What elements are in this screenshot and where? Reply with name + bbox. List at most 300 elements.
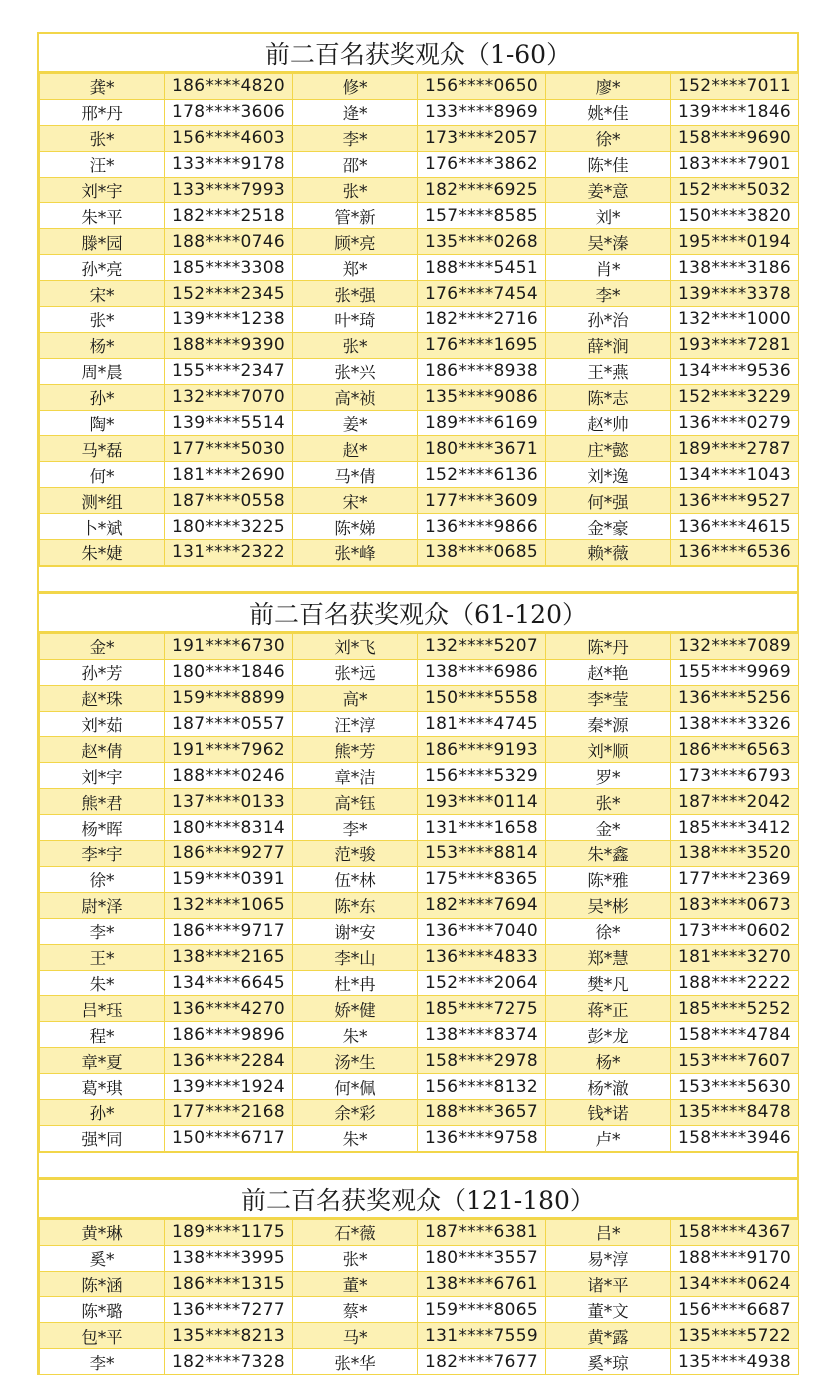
table-row	[40, 74, 799, 100]
winner-phone: 182****2518	[165, 203, 293, 229]
winner-name: 汪*淳	[293, 711, 418, 737]
table-row	[40, 229, 799, 255]
winner-name: 张*	[40, 125, 165, 151]
winner-name: 薛*涧	[546, 332, 671, 358]
winner-phone: 180****8314	[165, 815, 293, 841]
table-row	[40, 970, 799, 996]
winner-name: 何*	[40, 462, 165, 488]
winner-name: 强*同	[40, 1125, 165, 1151]
winner-name: 滕*园	[40, 229, 165, 255]
winner-name: 庄*懿	[546, 436, 671, 462]
winner-name: 包*平	[40, 1323, 165, 1349]
table-row	[40, 1022, 799, 1048]
winner-phone: 134****6645	[165, 970, 293, 996]
winner-phone: 139****3378	[671, 281, 799, 307]
winner-phone: 156****8132	[418, 1074, 546, 1100]
winner-phone: 138****0685	[418, 540, 546, 566]
winner-name: 刘*宇	[40, 177, 165, 203]
winner-phone: 138****6986	[418, 659, 546, 685]
winner-phone: 136****9758	[418, 1125, 546, 1151]
winner-phone: 186****9896	[165, 1022, 293, 1048]
winner-name: 刘*逸	[546, 462, 671, 488]
winner-phone: 135****8478	[671, 1099, 799, 1125]
section-title-121-180: 前二百名获奖观众（121-180）	[39, 1178, 797, 1219]
winner-name: 章*夏	[40, 1048, 165, 1074]
winner-name: 杨*	[546, 1048, 671, 1074]
winner-phone: 193****7281	[671, 332, 799, 358]
winner-name: 姜*	[293, 410, 418, 436]
winner-name: 彭*龙	[546, 1022, 671, 1048]
winner-name: 陈*丹	[546, 633, 671, 659]
winner-phone: 138****3186	[671, 255, 799, 281]
table-row	[40, 763, 799, 789]
table-row	[40, 685, 799, 711]
winner-phone: 133****8969	[418, 99, 546, 125]
winner-phone: 152****6136	[418, 462, 546, 488]
winner-name: 陈*东	[293, 892, 418, 918]
winner-name: 蒋*正	[546, 996, 671, 1022]
winner-phone: 136****6536	[671, 540, 799, 566]
winner-name: 汤*生	[293, 1048, 418, 1074]
winner-phone: 180****3557	[418, 1245, 546, 1271]
winner-name: 何*佩	[293, 1074, 418, 1100]
winner-phone: 156****5329	[418, 763, 546, 789]
winner-name: 朱*	[40, 970, 165, 996]
winner-name: 孙*亮	[40, 255, 165, 281]
winner-name: 蔡*	[293, 1297, 418, 1323]
winner-phone: 150****6717	[165, 1125, 293, 1151]
table-row	[40, 99, 799, 125]
winners-table-61-120	[39, 633, 799, 1152]
winner-phone: 193****0114	[418, 789, 546, 815]
table-row	[40, 1074, 799, 1100]
winner-name: 孙*治	[546, 307, 671, 333]
winner-phone: 188****0746	[165, 229, 293, 255]
winner-phone: 132****7089	[671, 633, 799, 659]
winner-name: 奚*琼	[546, 1349, 671, 1375]
winner-name: 李*山	[293, 944, 418, 970]
winner-phone: 156****6687	[671, 1297, 799, 1323]
winner-phone: 136****4615	[671, 514, 799, 540]
table-row	[40, 1271, 799, 1297]
winner-phone: 138****6761	[418, 1271, 546, 1297]
winner-name: 徐*	[40, 866, 165, 892]
winner-name: 肖*	[546, 255, 671, 281]
winner-phone: 158****4784	[671, 1022, 799, 1048]
winner-phone: 153****5630	[671, 1074, 799, 1100]
winner-phone: 159****0391	[165, 866, 293, 892]
winner-phone: 187****0558	[165, 488, 293, 514]
winner-phone: 173****6793	[671, 763, 799, 789]
winner-name: 章*洁	[293, 763, 418, 789]
section-spacer	[39, 1152, 797, 1178]
winner-phone: 136****0279	[671, 410, 799, 436]
winner-phone: 156****4603	[165, 125, 293, 151]
table-row	[40, 789, 799, 815]
winner-name: 张*	[293, 332, 418, 358]
winner-phone: 173****0602	[671, 918, 799, 944]
winner-phone: 181****3270	[671, 944, 799, 970]
winner-name: 金*	[546, 815, 671, 841]
winner-phone: 138****3520	[671, 841, 799, 867]
winner-name: 孙*芳	[40, 659, 165, 685]
winner-name: 李*	[293, 125, 418, 151]
winner-phone: 177****5030	[165, 436, 293, 462]
winner-name: 逄*	[293, 99, 418, 125]
winner-name: 奚*	[40, 1245, 165, 1271]
winner-name: 孙*	[40, 1099, 165, 1125]
winner-name: 李*	[40, 918, 165, 944]
winner-name: 朱*鑫	[546, 841, 671, 867]
winner-phone: 177****2369	[671, 866, 799, 892]
table-row	[40, 332, 799, 358]
table-row	[40, 151, 799, 177]
winner-name: 姚*佳	[546, 99, 671, 125]
winner-name: 赵*珠	[40, 685, 165, 711]
winner-name: 顾*亮	[293, 229, 418, 255]
winner-name: 陈*佳	[546, 151, 671, 177]
winner-name: 徐*	[546, 125, 671, 151]
winner-phone: 187****2042	[671, 789, 799, 815]
table-row	[40, 125, 799, 151]
winner-name: 马*磊	[40, 436, 165, 462]
table-row	[40, 488, 799, 514]
winner-phone: 155****2347	[165, 358, 293, 384]
table-row	[40, 711, 799, 737]
winner-phone: 187****0557	[165, 711, 293, 737]
winner-name: 刘*飞	[293, 633, 418, 659]
winner-phone: 186****9277	[165, 841, 293, 867]
winner-name: 熊*君	[40, 789, 165, 815]
winners-sheet	[37, 32, 799, 1375]
table-row	[40, 1349, 799, 1375]
winner-name: 董*文	[546, 1297, 671, 1323]
winner-phone: 176****1695	[418, 332, 546, 358]
winner-phone: 150****3820	[671, 203, 799, 229]
winner-phone: 131****7559	[418, 1323, 546, 1349]
winner-name: 刘*顺	[546, 737, 671, 763]
winner-name: 谢*安	[293, 918, 418, 944]
winner-phone: 182****6925	[418, 177, 546, 203]
winner-name: 卢*	[546, 1125, 671, 1151]
winner-name: 张*华	[293, 1349, 418, 1375]
winners-table-121-180	[39, 1219, 799, 1375]
winner-phone: 173****2057	[418, 125, 546, 151]
winner-name: 赵*艳	[546, 659, 671, 685]
table-row	[40, 514, 799, 540]
table-row	[40, 659, 799, 685]
winner-name: 诸*平	[546, 1271, 671, 1297]
winner-phone: 186****6563	[671, 737, 799, 763]
winner-phone: 139****5514	[165, 410, 293, 436]
winner-name: 熊*芳	[293, 737, 418, 763]
winner-phone: 185****7275	[418, 996, 546, 1022]
winner-phone: 176****7454	[418, 281, 546, 307]
winner-name: 管*新	[293, 203, 418, 229]
winner-phone: 180****3671	[418, 436, 546, 462]
winner-name: 赖*薇	[546, 540, 671, 566]
winner-name: 周*晨	[40, 358, 165, 384]
winner-name: 龚*	[40, 74, 165, 100]
winner-name: 赵*倩	[40, 737, 165, 763]
winner-phone: 191****7962	[165, 737, 293, 763]
winner-name: 李*莹	[546, 685, 671, 711]
winner-phone: 157****8585	[418, 203, 546, 229]
winner-name: 邢*丹	[40, 99, 165, 125]
winner-name: 叶*琦	[293, 307, 418, 333]
winner-phone: 136****7277	[165, 1297, 293, 1323]
winner-phone: 185****3412	[671, 815, 799, 841]
winner-name: 陈*娣	[293, 514, 418, 540]
winner-name: 刘*宇	[40, 763, 165, 789]
winner-phone: 139****1924	[165, 1074, 293, 1100]
winner-phone: 186****9193	[418, 737, 546, 763]
table-row	[40, 281, 799, 307]
winner-name: 孙*	[40, 384, 165, 410]
winner-phone: 186****4820	[165, 74, 293, 100]
table-row	[40, 1048, 799, 1074]
winner-name: 张*强	[293, 281, 418, 307]
winner-phone: 136****4270	[165, 996, 293, 1022]
winner-name: 卜*斌	[40, 514, 165, 540]
winner-phone: 138****8374	[418, 1022, 546, 1048]
winner-phone: 188****2222	[671, 970, 799, 996]
winner-name: 张*	[546, 789, 671, 815]
winner-name: 郑*慧	[546, 944, 671, 970]
winner-phone: 153****8814	[418, 841, 546, 867]
winner-name: 王*燕	[546, 358, 671, 384]
winner-name: 余*彩	[293, 1099, 418, 1125]
winner-phone: 181****4745	[418, 711, 546, 737]
winner-name: 朱*平	[40, 203, 165, 229]
winner-name: 张*	[293, 177, 418, 203]
winner-phone: 188****5451	[418, 255, 546, 281]
winner-phone: 135****8213	[165, 1323, 293, 1349]
winner-name: 杨*	[40, 332, 165, 358]
winner-name: 张*远	[293, 659, 418, 685]
winner-name: 高*钰	[293, 789, 418, 815]
winner-phone: 132****5207	[418, 633, 546, 659]
winner-name: 汪*	[40, 151, 165, 177]
table-row	[40, 436, 799, 462]
winner-name: 秦*源	[546, 711, 671, 737]
winner-phone: 139****1238	[165, 307, 293, 333]
winner-name: 程*	[40, 1022, 165, 1048]
winner-name: 黄*露	[546, 1323, 671, 1349]
winner-phone: 180****3225	[165, 514, 293, 540]
winner-name: 吴*彬	[546, 892, 671, 918]
winner-name: 杜*冉	[293, 970, 418, 996]
winner-name: 吕*	[546, 1219, 671, 1245]
winner-name: 陈*志	[546, 384, 671, 410]
winner-phone: 159****8899	[165, 685, 293, 711]
winner-phone: 131****2322	[165, 540, 293, 566]
winner-name: 尉*泽	[40, 892, 165, 918]
winner-name: 陈*雅	[546, 866, 671, 892]
winner-name: 张*	[40, 307, 165, 333]
winner-name: 郑*	[293, 255, 418, 281]
winner-phone: 136****5256	[671, 685, 799, 711]
winner-name: 范*骏	[293, 841, 418, 867]
winner-name: 刘*	[546, 203, 671, 229]
winner-phone: 182****7694	[418, 892, 546, 918]
winner-phone: 182****2716	[418, 307, 546, 333]
winner-name: 易*淳	[546, 1245, 671, 1271]
winner-name: 金*豪	[546, 514, 671, 540]
table-row	[40, 384, 799, 410]
winner-phone: 135****4938	[671, 1349, 799, 1375]
table-row	[40, 633, 799, 659]
table-row	[40, 358, 799, 384]
winner-phone: 189****1175	[165, 1219, 293, 1245]
table-row	[40, 203, 799, 229]
winner-name: 石*薇	[293, 1219, 418, 1245]
winner-phone: 152****7011	[671, 74, 799, 100]
table-row	[40, 1245, 799, 1271]
winner-phone: 136****7040	[418, 918, 546, 944]
winner-phone: 134****9536	[671, 358, 799, 384]
table-row	[40, 866, 799, 892]
winner-name: 张*兴	[293, 358, 418, 384]
winner-phone: 136****4833	[418, 944, 546, 970]
table-row	[40, 737, 799, 763]
winner-phone: 177****3609	[418, 488, 546, 514]
winner-phone: 133****7993	[165, 177, 293, 203]
winner-name: 董*	[293, 1271, 418, 1297]
winner-name: 徐*	[546, 918, 671, 944]
winner-name: 钱*诺	[546, 1099, 671, 1125]
winner-name: 朱*	[293, 1022, 418, 1048]
section-title-1-60: 前二百名获奖观众（1-60）	[39, 32, 797, 73]
winner-phone: 180****1846	[165, 659, 293, 685]
winner-phone: 181****2690	[165, 462, 293, 488]
section-title-61-120: 前二百名获奖观众（61-120）	[39, 592, 797, 633]
winner-name: 李*	[293, 815, 418, 841]
winner-phone: 183****0673	[671, 892, 799, 918]
winner-name: 修*	[293, 74, 418, 100]
winner-name: 高*祯	[293, 384, 418, 410]
winner-phone: 134****1043	[671, 462, 799, 488]
winner-name: 樊*凡	[546, 970, 671, 996]
winner-phone: 134****0624	[671, 1271, 799, 1297]
winner-name: 马*倩	[293, 462, 418, 488]
winner-phone: 138****2165	[165, 944, 293, 970]
winner-phone: 158****4367	[671, 1219, 799, 1245]
winner-phone: 136****9866	[418, 514, 546, 540]
winner-phone: 150****5558	[418, 685, 546, 711]
winner-name: 李*	[40, 1349, 165, 1375]
winner-phone: 132****7070	[165, 384, 293, 410]
table-row	[40, 1297, 799, 1323]
winner-name: 杨*晖	[40, 815, 165, 841]
winner-phone: 135****9086	[418, 384, 546, 410]
table-row	[40, 1323, 799, 1349]
winner-phone: 158****9690	[671, 125, 799, 151]
winner-name: 邵*	[293, 151, 418, 177]
winner-name: 马*	[293, 1323, 418, 1349]
table-row	[40, 177, 799, 203]
table-row	[40, 892, 799, 918]
winner-phone: 195****0194	[671, 229, 799, 255]
winner-phone: 188****3657	[418, 1099, 546, 1125]
winner-phone: 133****9178	[165, 151, 293, 177]
winner-name: 朱*	[293, 1125, 418, 1151]
winner-name: 伍*林	[293, 866, 418, 892]
winner-name: 宋*	[40, 281, 165, 307]
winner-phone: 189****6169	[418, 410, 546, 436]
winner-phone: 137****0133	[165, 789, 293, 815]
winner-name: 李*	[546, 281, 671, 307]
winner-name: 何*强	[546, 488, 671, 514]
winner-phone: 178****3606	[165, 99, 293, 125]
winner-phone: 152****2064	[418, 970, 546, 996]
winner-phone: 136****2284	[165, 1048, 293, 1074]
winner-phone: 155****9969	[671, 659, 799, 685]
winner-name: 刘*茹	[40, 711, 165, 737]
winner-name: 李*宇	[40, 841, 165, 867]
table-row	[40, 918, 799, 944]
winner-phone: 185****5252	[671, 996, 799, 1022]
winner-phone: 186****9717	[165, 918, 293, 944]
table-row	[40, 996, 799, 1022]
winner-phone: 159****8065	[418, 1297, 546, 1323]
winner-phone: 189****2787	[671, 436, 799, 462]
winner-name: 高*	[293, 685, 418, 711]
winner-name: 金*	[40, 633, 165, 659]
winner-name: 娇*健	[293, 996, 418, 1022]
winner-phone: 186****1315	[165, 1271, 293, 1297]
table-row	[40, 307, 799, 333]
winner-phone: 191****6730	[165, 633, 293, 659]
table-row	[40, 841, 799, 867]
winner-name: 张*	[293, 1245, 418, 1271]
winner-name: 罗*	[546, 763, 671, 789]
winner-name: 陶*	[40, 410, 165, 436]
winner-phone: 152****2345	[165, 281, 293, 307]
winner-phone: 152****5032	[671, 177, 799, 203]
winner-phone: 182****7328	[165, 1349, 293, 1375]
winner-phone: 132****1000	[671, 307, 799, 333]
winner-phone: 176****3862	[418, 151, 546, 177]
winner-phone: 136****9527	[671, 488, 799, 514]
winner-phone: 175****8365	[418, 866, 546, 892]
winner-name: 张*峰	[293, 540, 418, 566]
winner-phone: 135****0268	[418, 229, 546, 255]
winner-name: 陈*璐	[40, 1297, 165, 1323]
winner-name: 黄*琳	[40, 1219, 165, 1245]
table-row	[40, 462, 799, 488]
winner-name: 廖*	[546, 74, 671, 100]
table-row	[40, 1099, 799, 1125]
winner-name: 宋*	[293, 488, 418, 514]
winner-phone: 138****3995	[165, 1245, 293, 1271]
winner-phone: 156****0650	[418, 74, 546, 100]
table-row	[40, 410, 799, 436]
winner-name: 赵*	[293, 436, 418, 462]
winners-table-1-60	[39, 73, 799, 566]
winner-name: 赵*帅	[546, 410, 671, 436]
winner-phone: 132****1065	[165, 892, 293, 918]
winner-name: 陈*涵	[40, 1271, 165, 1297]
winner-phone: 131****1658	[418, 815, 546, 841]
winner-phone: 152****3229	[671, 384, 799, 410]
winner-phone: 139****1846	[671, 99, 799, 125]
winner-phone: 187****6381	[418, 1219, 546, 1245]
winner-name: 杨*澈	[546, 1074, 671, 1100]
table-row	[40, 944, 799, 970]
winner-phone: 153****7607	[671, 1048, 799, 1074]
table-row	[40, 1125, 799, 1151]
